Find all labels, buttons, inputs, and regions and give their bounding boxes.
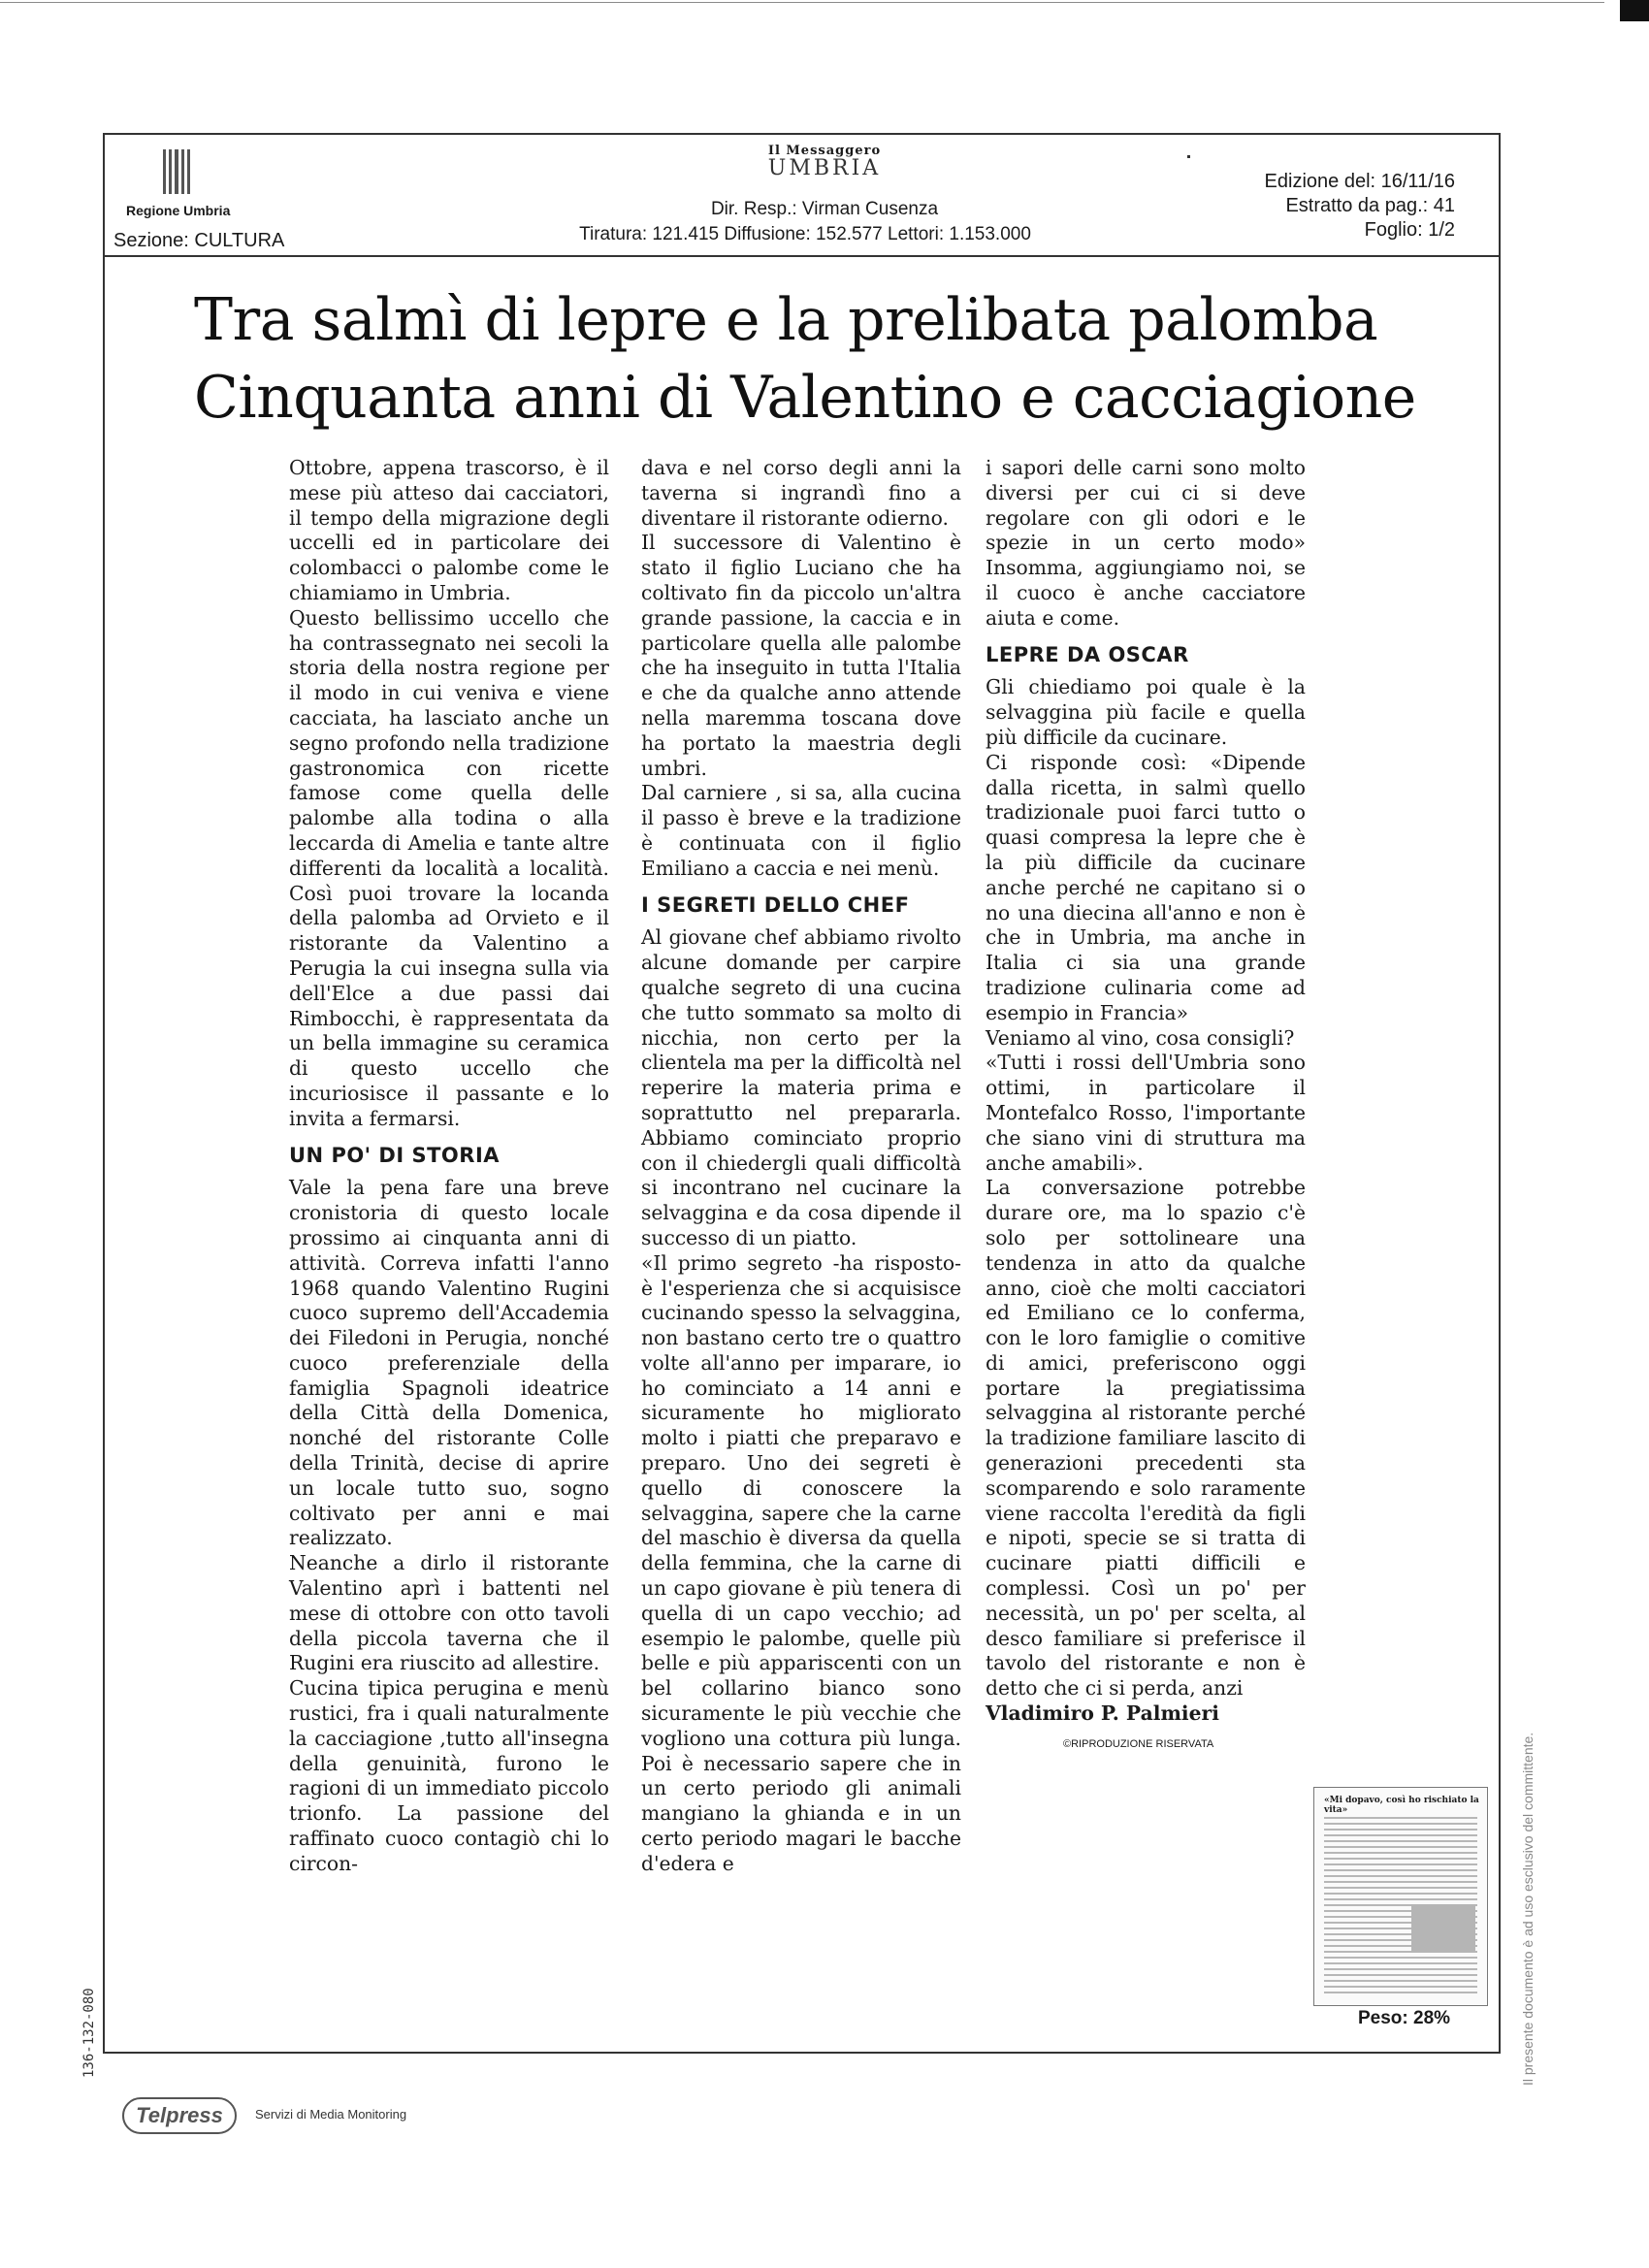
article-column-2 (641, 456, 961, 1877)
circulation-line: Tiratura: 121.415 Diffusione: 152.577 Lettori: 1.153.000 (579, 224, 1031, 244)
paragraph: Il successore di Valentino è stato il figlio Luciano che ha coltivato fin da piccolo un'altra grande passione, la caccia e in particolare quella alle palombe che ha inseguito in tutta l'Italia e che da qualche anno attende nella maremma toscana dove ha portato la maestria degli umbri. (641, 531, 961, 780)
copyright-note: ©RIPRODUZIONE RISERVATA (1063, 1737, 1214, 1750)
paragraph: i sapori delle carni sono molto diversi per cui ci si deve regolare con gli odori e le spezie in un certo modo» Insomma, aggiungiamo noi, se il cuoco è anche cacciatore aiuta e come. (986, 456, 1306, 630)
newspaper-masthead (669, 144, 980, 180)
article-column-1 (289, 456, 609, 1877)
paragraph: Vale la pena fare una breve cronistoria di questo locale prossimo ai cinquanta anni di attività. Correva infatti l'anno 1968 quando Valentino Rugini cuoco supremo dell'Accademia dei Filedoni in Perugia, nonché cuoco preferenziale della famiglia Spagnoli ideatrice della Città della Domenica, nonché del ristorante Colle della Trinità, decise di aprire un locale tutto suo, sogno coltivato per anni e mai realizzato. (289, 1176, 609, 1550)
page-thumbnail (1313, 1787, 1488, 2006)
paragraph: Neanche a dirlo il ristorante Valentino aprì i battenti nel mese di ottobre con otto tavoli della piccola taverna che il Rugini era riuscito ad allestire. (289, 1551, 609, 1675)
headline-line-1: Tra salmì di lepre e la prelibata palomba (194, 286, 1378, 354)
author-byline: Vladimiro P. Palmieri (986, 1701, 1219, 1726)
paragraph: Al giovane chef abbiamo rivolto alcune domande per carpire qualche segreto di una cucina che tutto sommato sa molto di nicchia, non certo per la clientela ma per la difficoltà nel reperire la materia prima e soprattutto nel prepararla. Abbiamo cominciato proprio con il chiedergli quali difficoltà si incontrano nel cucinare la selvaggina e da cosa dipende il successo di un piatto. (641, 925, 961, 1249)
sheet-number: Foglio: 1/2 (1364, 219, 1455, 241)
thumbnail-photo (1411, 1904, 1475, 1953)
masthead-edition: UMBRIA (767, 156, 882, 180)
telpress-tagline: Servizi di Media Monitoring (255, 2107, 407, 2122)
region-name: Regione Umbria (126, 203, 231, 218)
headline-line-2: Cinquanta anni di Valentino e cacciagione (194, 364, 1416, 432)
section-label: Sezione: CULTURA (113, 230, 285, 251)
header-separator (103, 255, 1501, 257)
subheading: UN PO' DI STORIA (289, 1143, 501, 1167)
subheading: I SEGRETI DELLO CHEF (641, 892, 910, 917)
paragraph: Cucina tipica perugina e menù rustici, fra i quali naturalmente la cacciagione ,tutto all'insegna della genuinità, furono le ragioni di un immediato piccolo trionfo. La passione del raffinato cuoco contagiò chi lo circon- (289, 1676, 609, 1875)
document-code: 136-132-080 (81, 1988, 97, 2078)
paragraph: Veniamo al vino, cosa consigli? (986, 1025, 1295, 1050)
region-logo-icon (163, 149, 190, 194)
paragraph: Ci risponde così: «Dipende dalla ricetta, in salmì quello tradizionale puoi farci tutto o quasi compresa la lepre che è la più difficile da cucinare anche perché ne capitano si o no una diecina all'anno e non è che in Umbria, ma anche in Italia ci sia una grande tradizione culinaria come ad esempio in Francia» (986, 750, 1306, 1024)
usage-disclaimer: Il presente documento è ad uso esclusivo del committente. (1520, 1732, 1536, 2086)
top-scan-line (0, 2, 1604, 3)
extract-page: Estratto da pag.: 41 (1285, 195, 1455, 216)
paragraph: Gli chiediamo poi quale è la selvaggina più facile e quella più difficile da cucinare. (986, 675, 1306, 749)
paragraph: «Tutti i rossi dell'Umbria sono ottimi, in particolare il Montefalco Rosso, l'importante che siano vini di struttura ma anche amabili». (986, 1051, 1306, 1175)
edition-date: Edizione del: 16/11/16 (1264, 171, 1455, 192)
paragraph: Ottobre, appena trascorso, è il mese più atteso dai cacciatori, il tempo della migrazione degli uccelli ed in particolare dei colombacci o palombe come le chiamiamo in Umbria. (289, 456, 609, 604)
telpress-logo: Telpress (122, 2097, 237, 2134)
edition-info (1265, 170, 1455, 243)
masthead-title: Il Messaggero (767, 144, 882, 158)
scan-corner-mark (1620, 0, 1649, 21)
article-column-3 (986, 456, 1306, 1758)
paragraph: La conversazione potrebbe durare ore, ma lo spazio c'è solo per sottolineare una tendenza in atto da qualche anno, cioè che molti cacciatori ed Emiliano ce lo conferma, con le loro famiglie o comitive di amici, preferiscono oggi portare la pregiatissima selvaggina al ristorante perché la tradizione familiare lascito di generazioni precedenti sta scomparendo e solo raramente viene raccolta l'eredità da figli e nipoti, specie se si tratta di cucinare piatti difficili e complessi. Così un po' per necessità, un po' per scelta, al desco familiare si preferisce il tavolo del ristorante e non è detto che ci si perda, anzi (986, 1176, 1306, 1701)
paragraph: «Il primo segreto -ha risposto- è l'esperienza che si acquisisce cucinando spesso la selvaggina, non bastano certo tre o quattro volte all'anno per imparare, io ho cominciato a 14 anni e sicuramente ho migliorato molto i piatti che preparavo e preparo. Uno dei segreti è quello di conoscere la selvaggina, sapere che la carne del maschio è diversa da quella della femmina, che la carne di un capo giovane è più tenera di quella di un capo vecchio; ad esempio le palombe, quelle più belle e più appariscenti con un bel collarino bianco sono sicuramente le più vecchie che vogliono una cottura più lunga. Poi è necessario sapere che in un certo periodo gli animali mangiano la ghianda e in un certo periodo magari le bacche d'edera e (641, 1250, 961, 1875)
article-headline (194, 281, 1455, 437)
director-line: Dir. Resp.: Virman Cusenza (710, 199, 939, 219)
paragraph: Dal carniere , si sa, alla cucina il passo è breve e la tradizione è continuata con il figlio Emiliano a caccia e nei menù. (641, 781, 961, 880)
scan-speck (1187, 155, 1190, 158)
subheading: LEPRE DA OSCAR (986, 642, 1189, 666)
thumbnail-title: «Mi dopavo, così ho rischiato la vita» (1324, 1796, 1479, 1815)
page-weight: Peso: 28% (1358, 2008, 1451, 2028)
paragraph: Questo bellissimo uccello che ha contrassegnato nei secoli la storia della nostra regione per il modo in cui veniva e viene cacciata, ha lasciato anche un segno profondo nella tradizione gastronomica con ricette famose come quella delle palombe alla todina o alla leccarda di Amelia e tante altre differenti da località a località. Così puoi trovare la locanda della palomba ad Orvieto e il ristorante da Valentino a Perugia la cui insegna sulla via dell'Elce a due passi dai Rimbocchi, è rappresentata da un bella immagine su ceramica di questo uccello che incuriosisce il passante e lo invita a fermarsi. (289, 605, 609, 1130)
paragraph: dava e nel corso degli anni la taverna si ingrandì fino a diventare il ristorante odierno. (641, 456, 961, 530)
